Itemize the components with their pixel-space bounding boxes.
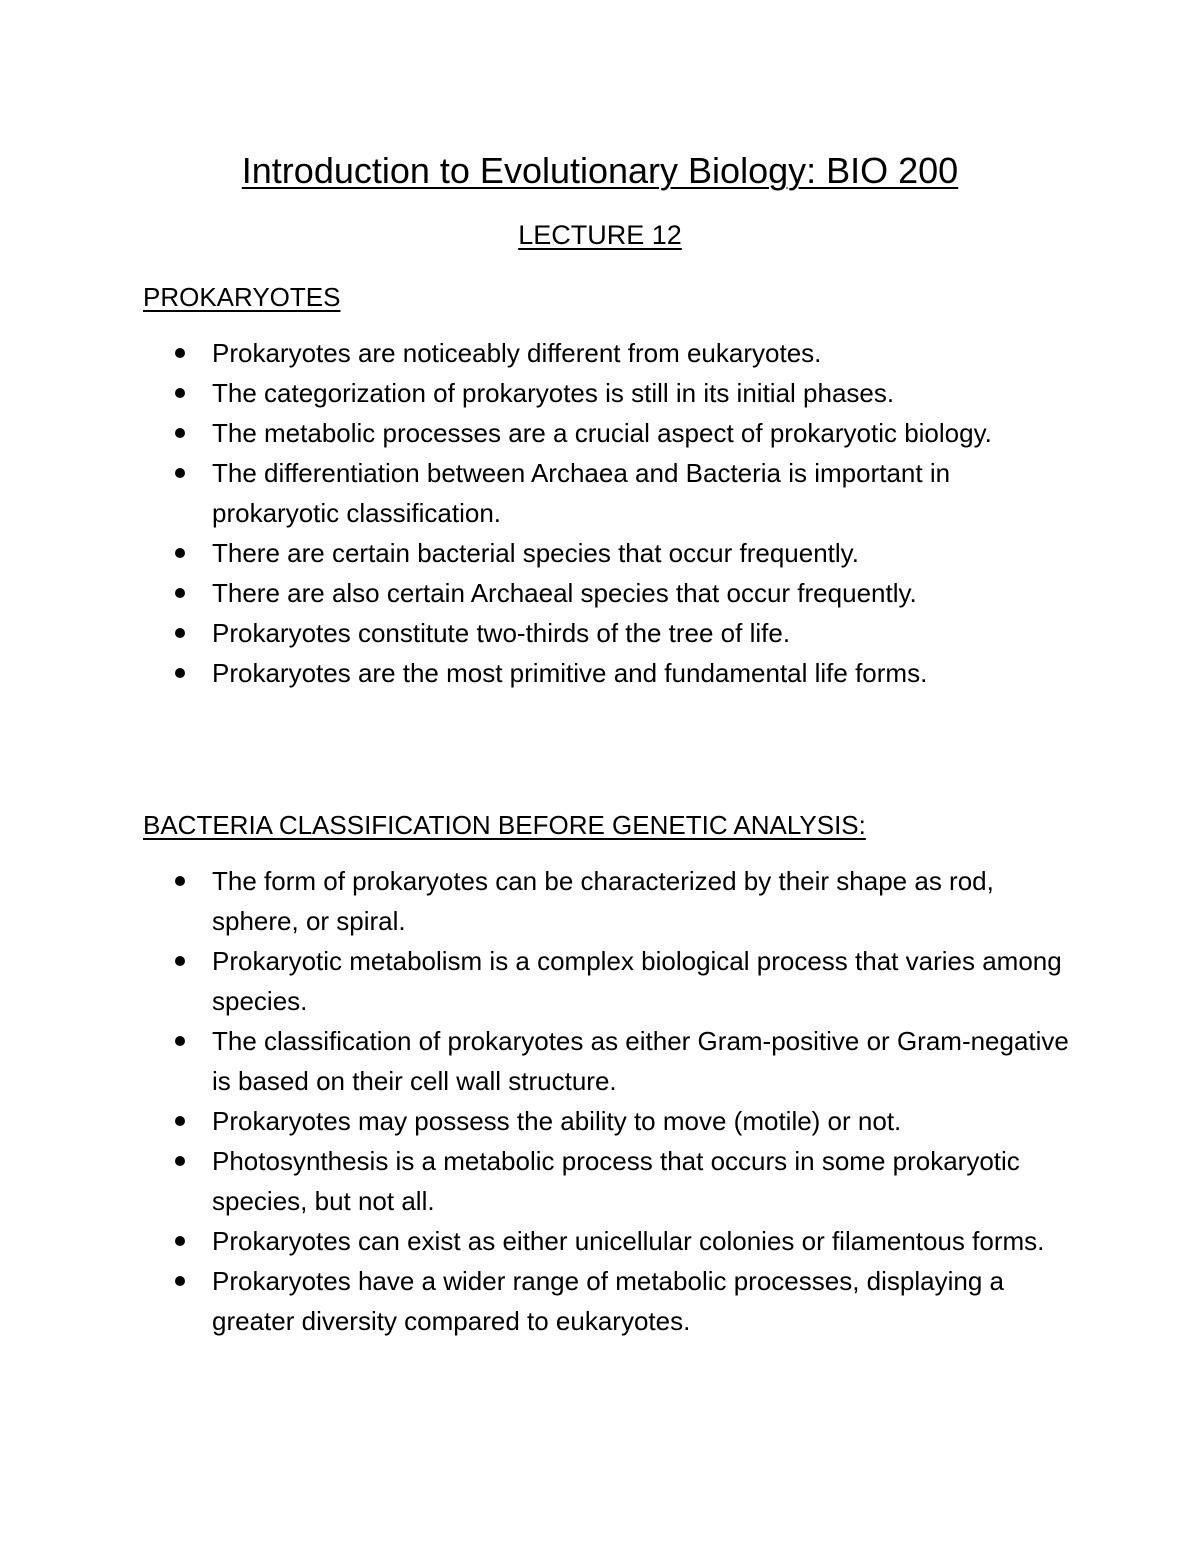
bullet-dot-icon	[175, 468, 185, 478]
list-item	[0, 1101, 1072, 1141]
list-item	[0, 941, 1072, 1021]
list-item	[0, 1021, 1072, 1101]
bullet-dot-icon	[175, 388, 185, 398]
list-item-text: Photosynthesis is a metabolic process that occurs in some prokaryotic species, but not all.	[212, 1146, 1020, 1216]
bullet-dot-icon	[175, 668, 185, 678]
list-item-text: The form of prokaryotes can be characterized by their shape as rod, sphere, or spiral.	[212, 866, 994, 936]
section-heading-prokaryotes: PROKARYOTES	[143, 282, 341, 312]
list-item-text: The metabolic processes are a crucial aspect of prokaryotic biology.	[212, 418, 992, 448]
list-item-text: The categorization of prokaryotes is still in its initial phases.	[212, 378, 895, 408]
bullet-dot-icon	[175, 1156, 185, 1166]
document-title: Introduction to Evolutionary Biology: BIO 200	[241, 150, 959, 191]
list-item	[0, 413, 1072, 453]
bullet-dot-icon	[175, 428, 185, 438]
list-item-text: Prokaryotes have a wider range of metabolic processes, displaying a greater diversity compared to eukaryotes.	[212, 1266, 1004, 1336]
bullet-dot-icon	[175, 628, 185, 638]
list-item	[0, 373, 1072, 413]
list-item-text: The classification of prokaryotes as either Gram-positive or Gram-negative is based on their cell wall structure.	[212, 1026, 1069, 1096]
bullet-dot-icon	[175, 1036, 185, 1046]
bullet-dot-icon	[175, 348, 185, 358]
list-item-text: Prokaryotes are the most primitive and fundamental life forms.	[212, 658, 928, 688]
list-item	[0, 613, 1072, 653]
list-item	[0, 573, 1072, 613]
list-item	[0, 453, 1072, 533]
section-heading-bacteria-classification: BACTERIA CLASSIFICATION BEFORE GENETIC ANALYSIS:	[143, 810, 866, 840]
list-item-text: Prokaryotes can exist as either unicellular colonies or filamentous forms.	[212, 1226, 1045, 1256]
list-item	[0, 1221, 1072, 1261]
bullet-dot-icon	[175, 1236, 185, 1246]
bullet-list-prokaryotes	[0, 333, 1200, 693]
list-item-text: Prokaryotes constitute two-thirds of the tree of life.	[212, 618, 791, 648]
list-item-text: Prokaryotes may possess the ability to move (motile) or not.	[212, 1106, 902, 1136]
list-item-text: Prokaryotes are noticeably different from eukaryotes.	[212, 338, 822, 368]
list-item	[0, 861, 1072, 941]
list-item	[0, 533, 1072, 573]
bullet-dot-icon	[175, 548, 185, 558]
list-item-text: There are also certain Archaeal species that occur frequently.	[212, 578, 917, 608]
bullet-dot-icon	[175, 876, 185, 886]
bullet-dot-icon	[175, 956, 185, 966]
list-item	[0, 333, 1072, 373]
list-item	[0, 1261, 1072, 1341]
bullet-list-bacteria-classification	[0, 861, 1200, 1341]
bullet-dot-icon	[175, 1116, 185, 1126]
list-item-text: There are certain bacterial species that occur frequently.	[212, 538, 859, 568]
bullet-dot-icon	[175, 1276, 185, 1286]
bullet-dot-icon	[175, 588, 185, 598]
list-item	[0, 653, 1072, 693]
lecture-number: LECTURE 12	[518, 220, 682, 250]
list-item-text: Prokaryotic metabolism is a complex biological process that varies among species.	[212, 946, 1062, 1016]
list-item-text: The differentiation between Archaea and Bacteria is important in prokaryotic classification.	[212, 458, 951, 528]
list-item	[0, 1141, 1072, 1221]
